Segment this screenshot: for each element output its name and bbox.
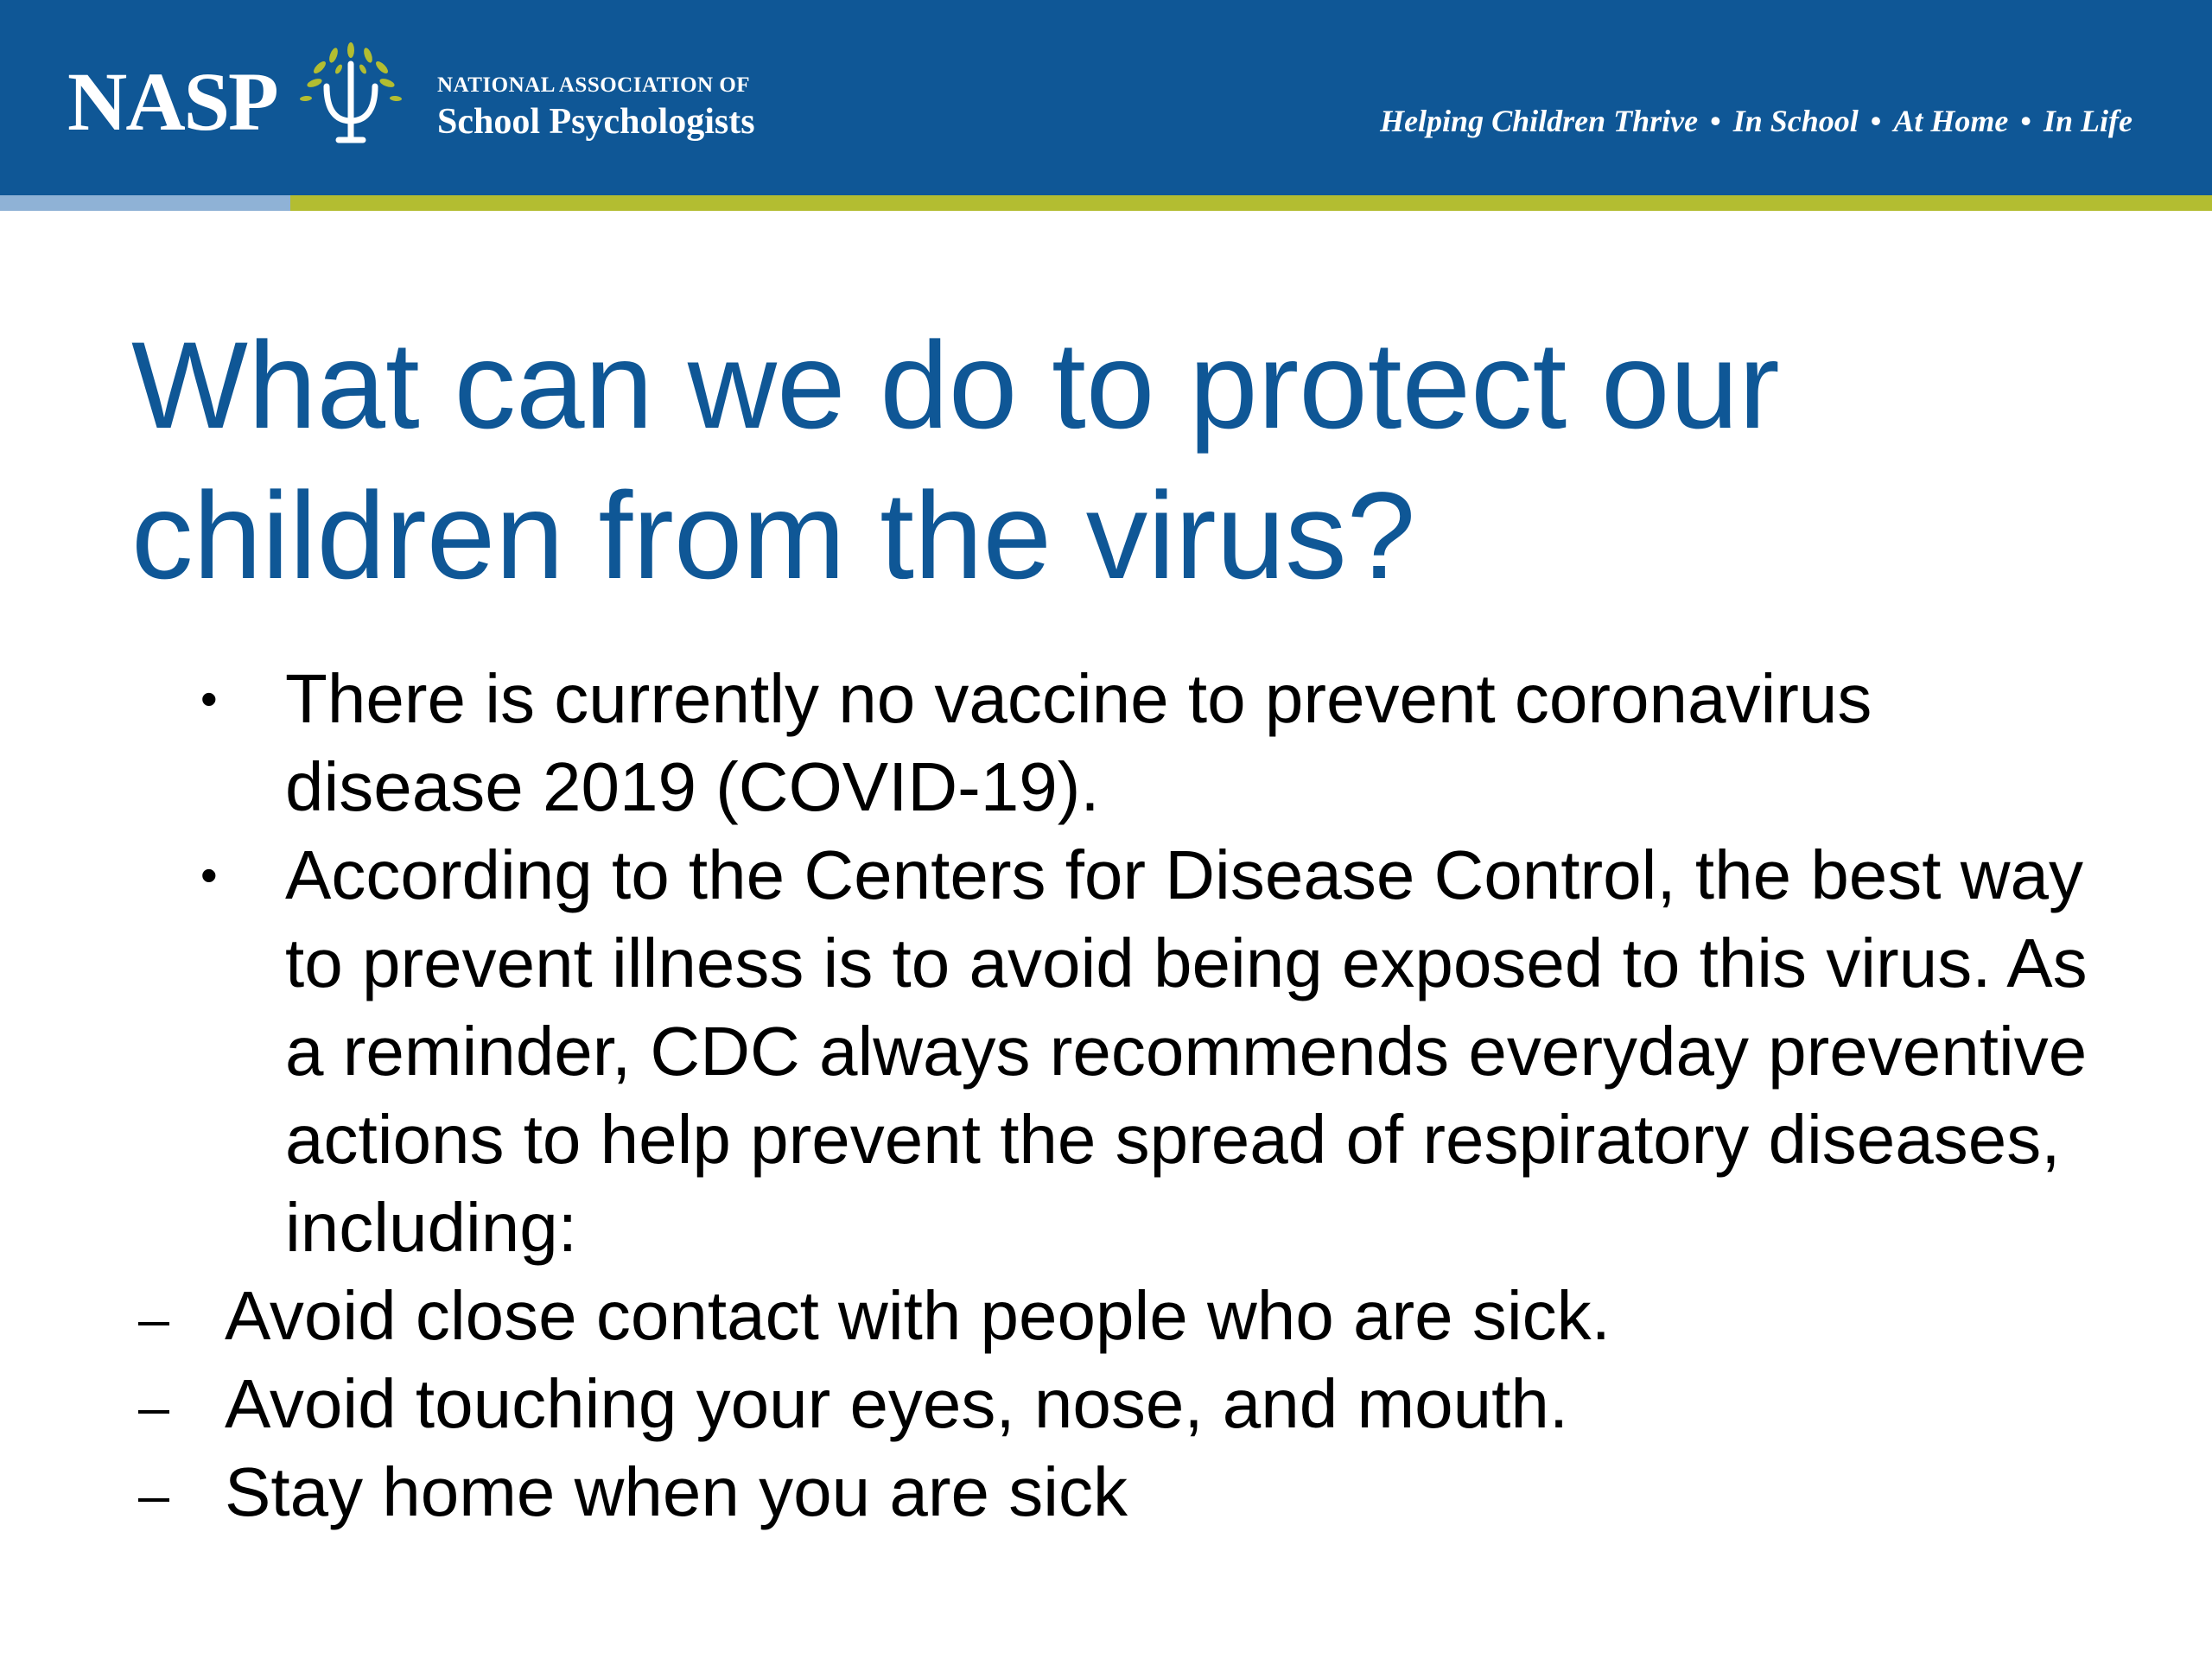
- tagline-separator: •: [2020, 104, 2031, 138]
- bullet-list: [0, 655, 2212, 1536]
- sub-bullet-item: [112, 1448, 2100, 1536]
- tagline-part: At Home: [1893, 104, 2009, 138]
- dash-icon: [112, 1272, 147, 1360]
- accent-stripe-blue: [0, 195, 290, 211]
- title-line-1: What can we do to protect our: [131, 317, 1780, 454]
- sub-bullet-item: [112, 1360, 2100, 1448]
- bullet-item: [0, 655, 2100, 831]
- title-line-2: children from the virus?: [131, 467, 1416, 605]
- slide-title: [131, 311, 2101, 612]
- tagline-separator: •: [1870, 104, 1882, 138]
- dash-icon: [112, 1448, 147, 1536]
- header-band: [0, 0, 2212, 195]
- dash-icon: [112, 1360, 147, 1448]
- sub-bullet-text: Stay home when you are sick: [225, 1453, 1128, 1530]
- accent-stripe-green: [290, 195, 2212, 211]
- bullet-text: According to the Centers for Disease Control, the best way to prevent illness is to avoid being exposed to this virus. As a reminder, CDC always recommends everyday preventive actions to help prevent the spread of respiratory diseases, including:: [285, 836, 2088, 1266]
- tagline: [1380, 105, 2133, 137]
- tagline-part: Helping Children Thrive: [1380, 104, 1699, 138]
- bullet-dot-icon: •: [200, 848, 218, 902]
- sub-bullet-item: [112, 1272, 2100, 1360]
- nasp-logo-text: NASP: [67, 55, 277, 148]
- sub-bullet-list: [112, 1272, 2100, 1536]
- sub-bullet-text: Avoid touching your eyes, nose, and mouth.: [225, 1365, 1569, 1442]
- bullet-dot-icon: •: [200, 671, 218, 726]
- org-name-line1: NATIONAL ASSOCIATION OF: [437, 73, 751, 97]
- bullet-item: [0, 831, 2100, 1536]
- psi-tree-icon: [289, 38, 418, 150]
- sub-bullet-text: Avoid close contact with people who are sick.: [225, 1277, 1611, 1354]
- tagline-part: In Life: [2044, 104, 2133, 138]
- org-name-line2: School Psychologists: [437, 102, 755, 142]
- bullet-text: There is currently no vaccine to prevent coronavirus disease 2019 (COVID-19).: [285, 660, 1872, 825]
- tagline-part: In School: [1732, 104, 1859, 138]
- tagline-separator: •: [1710, 104, 1721, 138]
